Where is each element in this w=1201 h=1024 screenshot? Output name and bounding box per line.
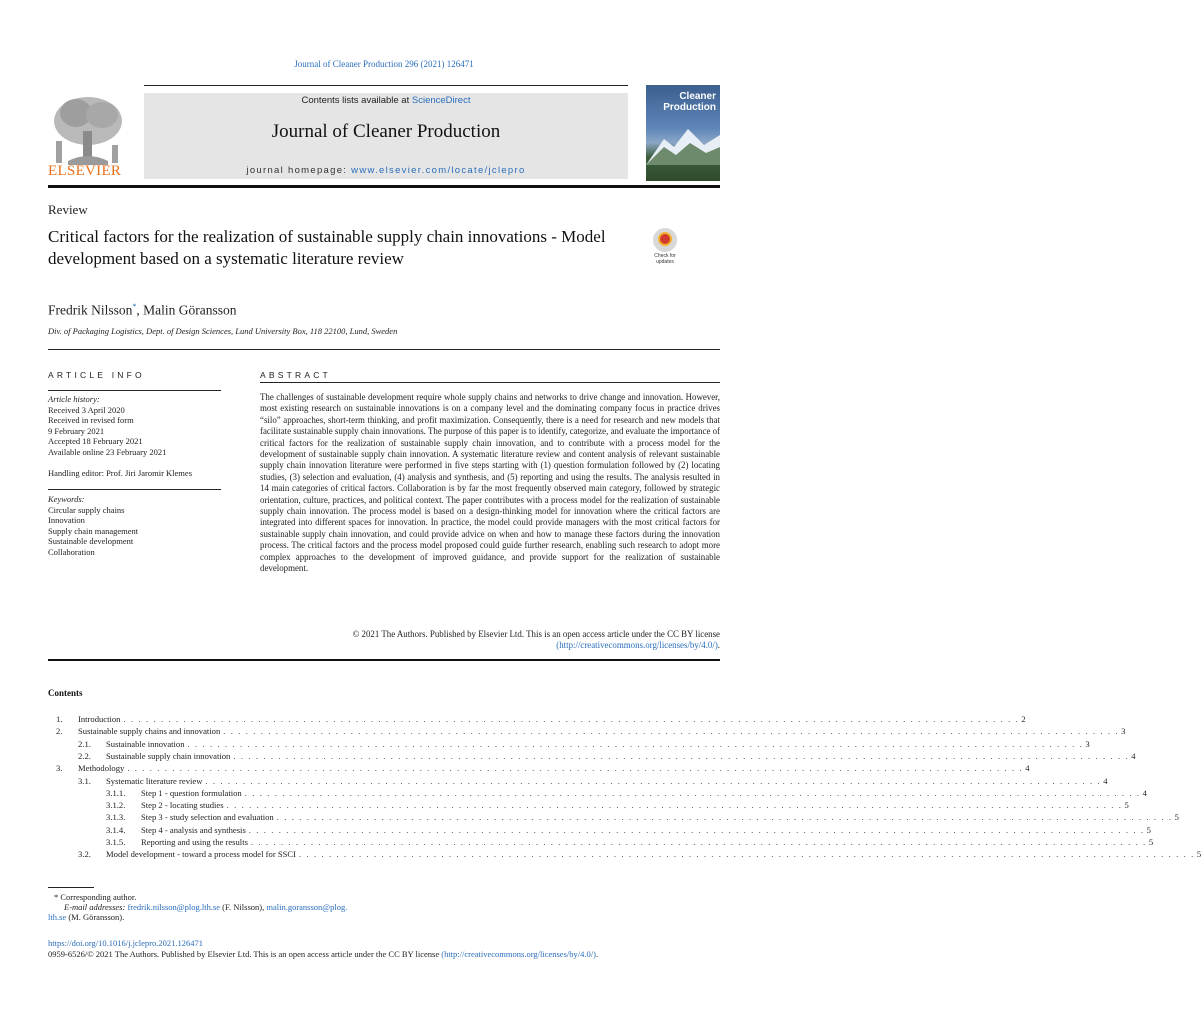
toc-number: 2.	[56, 726, 63, 737]
toc-title[interactable]: Model development - toward a process model for SSCI	[106, 849, 296, 860]
toc-page-number[interactable]: 5	[1196, 849, 1201, 860]
toc-page-number[interactable]: 4	[1025, 763, 1030, 774]
journal-cover-image[interactable]	[646, 85, 720, 181]
toc-title[interactable]: Sustainable supply chain innovation	[106, 750, 231, 761]
toc-leader-dots: . . . . . . . . . . . . . . . . . . . . . . . . . . . . . . . . . . . . . . . . . . . . . . . . . . . . . . . . . . . . . . . . . . . . . . . . . . . . . . . . . . . . . . . . . . . . . . . . . . . . . . . . . . . . . . . . . . . . . . . .	[205, 775, 1102, 786]
keywords	[48, 494, 221, 558]
toc-page-number[interactable]: 5	[1124, 800, 1129, 811]
header-banner	[144, 93, 628, 179]
doi-link[interactable]: https://doi.org/10.1016/j.jclepro.2021.126471	[48, 938, 203, 948]
issn-license-line	[48, 949, 598, 959]
toc-title[interactable]: Systematic literature review	[106, 775, 203, 786]
toc-entry[interactable]	[78, 726, 1126, 737]
toc-page-number[interactable]: 4	[1142, 787, 1147, 798]
toc-number: 3.1.4.	[106, 824, 126, 835]
toc-page-number[interactable]: 2	[1021, 714, 1026, 724]
toc-leader-dots: . . . . . . . . . . . . . . . . . . . . . . . . . . . . . . . . . . . . . . . . . . . . . . . . . . . . . . . . . . . . . . . . . . . . . . . . . . . . . . . . . . . . . . . . . . . . . . . . . . . . . . . . . . . . . . . . . . . . . . . .	[123, 714, 1020, 724]
toc-leader-dots: . . . . . . . . . . . . . . . . . . . . . . . . . . . . . . . . . . . . . . . . . . . . . . . . . . . . . . . . . . . . . . . . . . . . . . . . . . . . . . . . . . . . . . . . . . . . . . . . . . . . . . . . . . . . . . . . . . . . . . . .	[127, 763, 1024, 774]
history-revised-date: 9 February 2021	[48, 425, 105, 436]
author-affiliation: Div. of Packaging Logistics, Dept. of Design Sciences, Lund University Box, 118 22100, Lund, Sweden	[48, 326, 398, 336]
toc-row[interactable]	[48, 726, 1126, 737]
check-for-updates-button[interactable]	[646, 228, 684, 268]
corresponding-footnote	[54, 892, 136, 902]
abstract-bottom-rule	[48, 659, 720, 661]
license-link[interactable]: (http://creativecommons.org/licenses/by/4.0/)	[556, 640, 718, 651]
toc-title[interactable]: Sustainable supply chains and innovation	[78, 726, 221, 737]
toc-title[interactable]: Step 2 - locating studies	[141, 800, 224, 811]
author-nilsson[interactable]: Fredrik Nilsson	[48, 302, 133, 318]
copyright-end: .	[717, 640, 720, 651]
email-goransson-link-part1[interactable]: malin.goransson@plog.	[266, 902, 348, 912]
toc-leader-dots: . . . . . . . . . . . . . . . . . . . . . . . . . . . . . . . . . . . . . . . . . . . . . . . . . . . . . . . . . . . . . . . . . . . . . . . . . . . . . . . . . . . . . . . . . . . . . . . . . . . . . . . . . . . . . . . . . . . . . . . .	[298, 849, 1195, 860]
cover-title	[663, 91, 716, 113]
toc-page-number[interactable]: 5	[1148, 837, 1154, 847]
footnote-mark: *	[54, 892, 59, 902]
toc-entry[interactable]	[106, 849, 1201, 860]
toc-title[interactable]: Methodology	[78, 763, 125, 774]
abstract-copyright	[260, 629, 720, 652]
header-top-rule	[144, 85, 628, 86]
toc-row[interactable]	[48, 775, 1108, 787]
article-info-heading: ARTICLE INFO	[48, 370, 145, 380]
toc-entry[interactable]	[141, 812, 1179, 823]
history-label: Article history:	[48, 394, 100, 404]
corresponding-author-mark[interactable]: *	[132, 302, 137, 311]
toc-entry[interactable]	[141, 837, 1154, 848]
toc-leader-dots: . . . . . . . . . . . . . . . . . . . . . . . . . . . . . . . . . . . . . . . . . . . . . . . . . . . . . . . . . . . . . . . . . . . . . . . . . . . . . . . . . . . . . . . . . . . . . . . . . . . . . . . . . . . . . . . . . . . . . . . .	[187, 738, 1084, 749]
toc-row[interactable]	[48, 824, 1151, 836]
keyword: Circular supply chains	[48, 504, 125, 515]
handling-editor: Handling editor: Prof. Jiri Jaromir Klemes	[48, 468, 193, 478]
history-received: Received 3 April 2020	[48, 404, 125, 415]
journal-reference[interactable]: Journal of Cleaner Production 296 (2021) 126471	[294, 59, 474, 69]
issn-end: .	[595, 949, 599, 959]
toc-number: 3.1.	[78, 775, 91, 786]
footnote-rule	[48, 887, 94, 888]
toc-title[interactable]: Step 3 - study selection and evaluation	[141, 812, 274, 823]
toc-number: 3.1.2.	[106, 800, 126, 811]
toc-row[interactable]	[48, 837, 1154, 848]
toc-title[interactable]: Reporting and using the results	[141, 837, 248, 847]
toc-number: 3.2.	[78, 849, 91, 860]
toc-row[interactable]	[48, 800, 1129, 811]
toc-row[interactable]	[48, 750, 1136, 762]
homepage-link[interactable]: www.elsevier.com/locate/jclepro	[351, 165, 526, 176]
cover-mountain-icon	[646, 125, 720, 165]
contents-prefix: Contents lists available at	[301, 95, 412, 106]
sciencedirect-link[interactable]: ScienceDirect	[411, 95, 471, 106]
toc-leader-dots: . . . . . . . . . . . . . . . . . . . . . . . . . . . . . . . . . . . . . . . . . . . . . . . . . . . . . . . . . . . . . . . . . . . . . . . . . . . . . . . . . . . . . . . . . . . . . . . . . . . . . . . . . . . . . . . . . . . . . . . .	[223, 726, 1120, 737]
toc-page-number[interactable]: 5	[1146, 824, 1151, 835]
toc-number: 1.	[56, 714, 63, 724]
toc-entry[interactable]	[106, 775, 1108, 787]
email-footnote	[64, 902, 394, 912]
email-label: E-mail addresses:	[64, 902, 126, 912]
issn-license-link[interactable]: (http://creativecommons.org/licenses/by/4.0/)	[441, 949, 596, 959]
toc-entry[interactable]	[78, 763, 1030, 774]
toc-entry[interactable]	[141, 800, 1129, 811]
keywords-label: Keywords:	[48, 494, 85, 504]
keyword: Supply chain management	[48, 525, 139, 536]
toc-title[interactable]: Step 4 - analysis and synthesis	[141, 824, 246, 835]
corresponding-label: Corresponding author.	[60, 892, 137, 902]
copyright-text: © 2021 The Authors. Published by Elsevier Ltd. This is an open access article under the CC BY license	[352, 629, 720, 639]
homepage-prefix: journal homepage:	[246, 165, 352, 176]
toc-page-number[interactable]: 5	[1174, 812, 1179, 823]
toc-number: 3.	[56, 763, 63, 774]
toc-entry[interactable]	[141, 787, 1147, 799]
journal-title: Journal of Cleaner Production	[271, 121, 501, 142]
toc-page-number[interactable]: 4	[1103, 775, 1108, 786]
check-updates-line2: updates	[656, 259, 674, 265]
toc-title[interactable]: Step 1 - question formulation	[141, 787, 242, 798]
divider-rule	[48, 349, 720, 350]
toc-page-number[interactable]: 4	[1131, 750, 1136, 761]
toc-row[interactable]	[48, 738, 1090, 750]
journal-homepage-line	[144, 165, 628, 176]
issn-text: 0959-6526/© 2021 The Authors. Published by Elsevier Ltd. This is an open access article under the CC BY license	[48, 949, 440, 959]
author-goransson[interactable]: Malin Göransson	[143, 302, 237, 318]
author-separator: ,	[136, 302, 144, 318]
toc-number: 2.2.	[78, 750, 91, 761]
abstract-text: The challenges of sustainable development require whole supply chains and networks to drive change and innovation. However, most existing research on sustainable innovations is on a company level and the dominating company focus in practice drives “silo” approaches, short-term thinking, and profit maximization. Consequently, there is a need for research and new models that facilitate sustainable supply chain innovations. The purpose of this paper is to identify, categorize, and evaluate the importance of critical factors for the realization of sustainable supply chain innovation, and to contribute with a process model for the development of sustainable supply chain innovation. A systematic literature review and content analysis of relevant sustainable supply chain innovation literature were performed in five steps starting with (1) question formulation followed by (2) locating studies, (3) selection and evaluation, (4) analysis and synthesis, and (5) reporting and using the results. The analysis resulted in 14 main categories of critical factors. Collaboration is by far the most frequently observed main category, followed by strategic orientation, culture, practices, and political context. The paper contributes with a process model for the realization of sustainable supply chain innovation. The process model is based on a design-thinking model for innovation where the critical factors are integrated into different spaces for innovation. In practice, the model could provide managers with the most critical factors for sustainable supply chain innovation, and could provide advice on when and how to manage these factors during the innovation process. The critical factors and the process model proposed could guide further research, enabling such research to adopt more complex approaches to the development of improved guidance, and provide support for the realization of sustainable development.	[260, 392, 720, 574]
article-history	[48, 394, 221, 458]
toc-page-number[interactable]: 3	[1121, 726, 1126, 737]
toc-page-number[interactable]: 3	[1085, 738, 1090, 749]
contents-heading: Contents	[48, 688, 83, 698]
history-accepted: Accepted 18 February 2021	[48, 436, 143, 447]
check-updates-label	[646, 253, 684, 265]
toc-leader-dots: . . . . . . . . . . . . . . . . . . . . . . . . . . . . . . . . . . . . . . . . . . . . . . . . . . . . . . . . . . . . . . . . . . . . . . . . . . . . . . . . . . . . . . . . . . . . . . . . . . . . . . . . . . . . . . . . . . . . . . . .	[233, 750, 1130, 761]
toc-entry[interactable]	[141, 824, 1151, 836]
header-bottom-rule	[48, 185, 720, 188]
toc-leader-dots: . . . . . . . . . . . . . . . . . . . . . . . . . . . . . . . . . . . . . . . . . . . . . . . . . . . . . . . . . . . . . . . . . . . . . . . . . . . . . . . . . . . . . . . . . . . . . . . . . . . . . . . . . . . . . . . . . . . . . . . .	[248, 824, 1145, 835]
keyword: Innovation	[48, 515, 85, 526]
email-footnote-cont	[48, 912, 124, 922]
toc-row[interactable]	[48, 714, 1026, 725]
toc-entry[interactable]	[78, 714, 1026, 725]
toc-row[interactable]	[48, 849, 1201, 860]
toc-entry[interactable]	[106, 750, 1136, 762]
toc-number: 2.1.	[78, 738, 91, 749]
keyword: Sustainable development	[48, 536, 134, 547]
journal-header	[48, 85, 720, 185]
email-goransson-name: (M. Göransson).	[68, 912, 125, 922]
toc-number: 3.1.3.	[106, 812, 126, 823]
article-info-rule	[48, 390, 221, 391]
toc-number: 3.1.1.	[106, 787, 126, 798]
email-nilsson-name: (F. Nilsson),	[222, 902, 265, 912]
cover-title-line1: Cleaner	[679, 91, 716, 102]
author-list	[48, 302, 237, 319]
toc-leader-dots: . . . . . . . . . . . . . . . . . . . . . . . . . . . . . . . . . . . . . . . . . . . . . . . . . . . . . . . . . . . . . . . . . . . . . . . . . . . . . . . . . . . . . . . . . . . . . . . . . . . . . . . . . . . . . . . . . . . . . . . .	[276, 812, 1173, 823]
check-updates-icon	[653, 228, 677, 252]
check-updates-line1: Check for	[654, 253, 676, 259]
toc-row[interactable]	[48, 812, 1179, 823]
toc-leader-dots: . . . . . . . . . . . . . . . . . . . . . . . . . . . . . . . . . . . . . . . . . . . . . . . . . . . . . . . . . . . . . . . . . . . . . . . . . . . . . . . . . . . . . . . . . . . . . . . . . . . . . . . . . . . . . . . . . . . . . . . .	[244, 787, 1141, 798]
abstract-rule	[260, 382, 720, 383]
history-online: Available online 23 February 2021	[48, 446, 167, 457]
article-title: Critical factors for the realization of sustainable supply chain innovations - Model development based on a systematic literature review	[48, 227, 606, 268]
toc-title[interactable]: Introduction	[78, 714, 121, 724]
toc-number: 3.1.5.	[106, 837, 126, 847]
toc-leader-dots: . . . . . . . . . . . . . . . . . . . . . . . . . . . . . . . . . . . . . . . . . . . . . . . . . . . . . . . . . . . . . . . . . . . . . . . . . . . . . . . . . . . . . . . . . . . . . . . . . . . . . . . . . . . . . . . . . . . . . . . .	[250, 837, 1147, 847]
history-revised: Received in revised form	[48, 415, 134, 426]
toc-row[interactable]	[48, 763, 1030, 774]
toc-leader-dots: . . . . . . . . . . . . . . . . . . . . . . . . . . . . . . . . . . . . . . . . . . . . . . . . . . . . . . . . . . . . . . . . . . . . . . . . . . . . . . . . . . . . . . . . . . . . . . . . . . . . . . . . . . . . . . . . . . . . . . . .	[226, 800, 1123, 811]
contents-available-line	[144, 95, 628, 106]
email-goransson-link-part2[interactable]: lth.se	[48, 912, 67, 922]
article-type: Review	[48, 202, 88, 217]
keyword: Collaboration	[48, 546, 95, 557]
keywords-rule	[48, 489, 221, 490]
publisher-name: ELSEVIER	[48, 163, 122, 179]
toc-entry[interactable]	[106, 738, 1090, 750]
email-nilsson-link[interactable]: fredrik.nilsson@plog.lth.se	[127, 902, 221, 912]
toc-row[interactable]	[48, 787, 1147, 799]
cover-title-line2: Production	[663, 102, 716, 113]
toc-title[interactable]: Sustainable innovation	[106, 738, 185, 749]
abstract-heading: ABSTRACT	[260, 370, 331, 380]
